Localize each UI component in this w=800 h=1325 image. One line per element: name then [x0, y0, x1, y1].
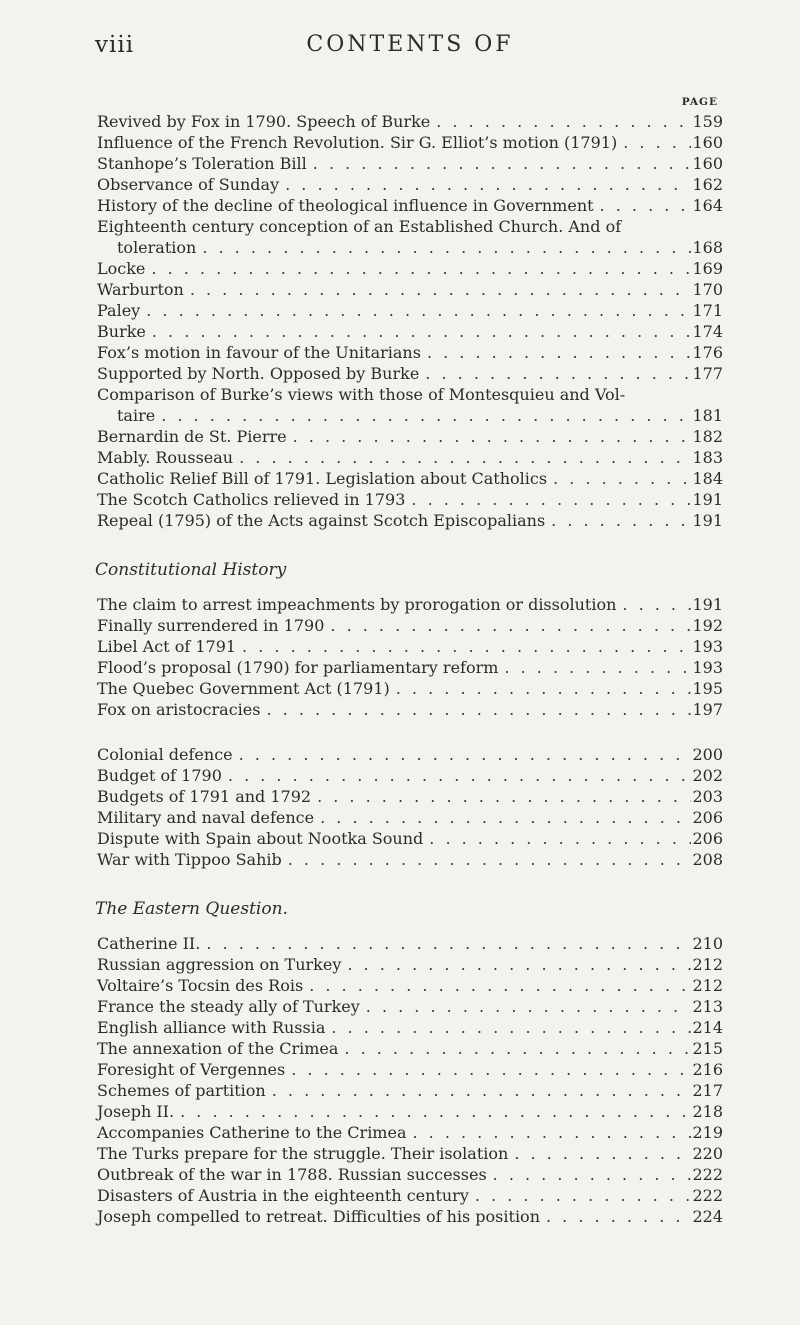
toc-entry-title: Military and naval defence	[97, 808, 315, 827]
toc-entry-page: 191	[692, 511, 723, 530]
toc-entry-page: 193	[692, 658, 723, 677]
toc-entry	[97, 744, 723, 765]
toc-entry	[97, 279, 723, 300]
dot-leader	[338, 1038, 691, 1059]
toc-entry	[97, 954, 723, 975]
dot-leader	[279, 174, 691, 195]
toc-entry-page: 222	[692, 1186, 723, 1205]
running-title: CONTENTS OF	[306, 32, 514, 57]
toc-entry-page: 222	[692, 1165, 723, 1184]
toc-entry-page: 159	[692, 112, 723, 131]
toc-entry-title: Warburton	[97, 280, 184, 299]
toc-entry	[97, 786, 723, 807]
toc-entry	[97, 765, 723, 786]
toc-entry	[97, 1143, 723, 1164]
toc-entry	[97, 1185, 723, 1206]
dot-leader	[146, 321, 691, 342]
toc-entry-page: 220	[692, 1144, 723, 1163]
entries-group-constitutional	[97, 594, 723, 720]
toc-entry-title: Catholic Relief Bill of 1791. Legislation about Catholics	[97, 469, 548, 488]
toc-entry	[97, 132, 723, 153]
toc-entry-page: 171	[692, 301, 723, 320]
toc-entry-page: 202	[692, 766, 723, 785]
toc-entry-page: 169	[692, 259, 723, 278]
section-gap	[97, 870, 723, 898]
section-gap	[97, 531, 723, 559]
toc-entry-title: Finally surrendered in 1790	[97, 616, 325, 635]
toc-entry-title: Catherine II.	[97, 934, 201, 953]
dot-leader	[282, 849, 691, 870]
dot-leader	[222, 765, 691, 786]
toc-entry-title: toleration	[117, 238, 197, 257]
toc-entry-page: 168	[692, 238, 723, 257]
dot-leader	[487, 1164, 691, 1185]
toc-entry-page: 197	[692, 700, 723, 719]
toc-entry-title: The Turks prepare for the struggle. Their isolation	[97, 1144, 509, 1163]
toc-entry-page: 212	[692, 955, 723, 974]
toc-entry-page: 184	[692, 469, 723, 488]
toc-entry	[97, 996, 723, 1017]
dot-leader	[430, 111, 691, 132]
toc-entry	[97, 363, 723, 384]
toc-entry-title: Locke	[97, 259, 146, 278]
dot-leader	[547, 468, 691, 489]
toc-entry-title: History of the decline of theological influence in Government	[97, 196, 594, 215]
toc-entry-title: Voltaire’s Tocsin des Rois	[97, 976, 304, 995]
toc-entry	[97, 153, 723, 174]
toc-entry-title: Supported by North. Opposed by Burke	[97, 364, 420, 383]
toc-entry	[97, 195, 723, 216]
toc-entry	[97, 468, 723, 489]
toc-entry	[97, 933, 723, 954]
toc-entry-page: 215	[692, 1039, 723, 1058]
toc-entry	[97, 657, 723, 678]
dot-leader	[540, 1206, 691, 1227]
toc-entry	[97, 1164, 723, 1185]
dot-leader	[140, 300, 691, 321]
toc-entry-title: taire	[117, 406, 156, 425]
toc-entry-title: Repeal (1795) of the Acts against Scotch Episcopalians	[97, 511, 546, 530]
toc-entry	[97, 975, 723, 996]
toc-entry-title: Comparison of Burke’s views with those of Montesquieu and Vol-	[97, 385, 626, 404]
toc-entry	[97, 321, 723, 342]
dot-leader	[184, 279, 691, 300]
toc-entry-page: 208	[692, 850, 723, 869]
toc-entry	[97, 489, 723, 510]
toc-entry-page: 206	[692, 829, 723, 848]
dot-leader	[145, 258, 691, 279]
dot-leader	[405, 489, 691, 510]
toc-entry-title: The annexation of the Crimea	[97, 1039, 339, 1058]
toc-entry	[97, 1122, 723, 1143]
toc-entry-page: 195	[692, 679, 723, 698]
toc-entry-page: 177	[692, 364, 723, 383]
dot-leader	[545, 510, 691, 531]
section-gap	[97, 720, 723, 744]
toc-entry-page: 193	[692, 637, 723, 656]
dot-leader	[303, 975, 691, 996]
toc-entry-title: Fox on aristocracies	[97, 700, 261, 719]
toc-entry-page: 164	[692, 196, 723, 215]
dot-leader	[594, 195, 691, 216]
dot-leader	[287, 426, 691, 447]
toc-entry-title: Colonial defence	[97, 745, 233, 764]
toc-entry	[97, 405, 723, 426]
dot-leader	[421, 342, 691, 363]
toc-entry-title: Joseph II.	[97, 1102, 175, 1121]
toc-entry-page: 174	[692, 322, 723, 341]
toc-entry-page: 206	[692, 808, 723, 827]
toc-entry-page: 176	[692, 343, 723, 362]
toc-entry-page: 214	[692, 1018, 723, 1037]
toc-entry-title: Budget of 1790	[97, 766, 222, 785]
toc-entry	[97, 1059, 723, 1080]
toc-entry-page: 217	[692, 1081, 723, 1100]
toc-entry-title: Schemes of partition	[97, 1081, 266, 1100]
toc-entry-page: 181	[692, 406, 723, 425]
toc-entry-title: War with Tippoo Sahib	[97, 850, 282, 869]
toc-entry	[97, 426, 723, 447]
toc-entry-title: Russian aggression on Turkey	[97, 955, 342, 974]
toc-entry	[97, 1080, 723, 1101]
toc-entry-title: Influence of the French Revolution. Sir G. Elliot’s motion (1791)	[97, 133, 618, 152]
toc-entry-title: Foresight of Vergennes	[97, 1060, 286, 1079]
toc-entry-title: The Scotch Catholics relieved in 1793	[97, 490, 406, 509]
dot-leader	[390, 678, 691, 699]
dot-leader	[406, 1122, 691, 1143]
page-folio: viii	[95, 32, 135, 58]
toc-entry-title: Mably. Rousseau	[97, 448, 234, 467]
toc-entry-title: France the steady ally of Turkey	[97, 997, 360, 1016]
toc-entry	[97, 807, 723, 828]
toc-entry	[97, 216, 723, 237]
toc-entry	[97, 849, 723, 870]
toc-entry	[97, 510, 723, 531]
toc-entry-title: Accompanies Catherine to the Crimea	[97, 1123, 407, 1142]
dot-leader	[616, 594, 691, 615]
toc-entry-title: Outbreak of the war in 1788. Russian successes	[97, 1165, 487, 1184]
toc-entry	[97, 1017, 723, 1038]
toc-entry	[97, 636, 723, 657]
toc-entry-title: Disasters of Austria in the eighteenth century	[97, 1186, 469, 1205]
toc-entry	[97, 1038, 723, 1059]
toc-entry	[97, 342, 723, 363]
entries-group-a	[97, 111, 723, 531]
toc-entry-title: Bernardin de St. Pierre	[97, 427, 287, 446]
dot-leader	[233, 447, 691, 468]
dot-leader	[314, 807, 691, 828]
entries-group-b	[97, 744, 723, 870]
toc-entry-title: Flood’s proposal (1790) for parliamentary reform	[97, 658, 499, 677]
dot-leader	[174, 1101, 691, 1122]
toc-entry-page: 200	[692, 745, 723, 764]
toc-entry	[97, 1206, 723, 1227]
toc-entry-page: 160	[692, 154, 723, 173]
dot-leader	[155, 405, 691, 426]
toc-entry-page: 219	[692, 1123, 723, 1142]
toc-entry-title: Revived by Fox in 1790. Speech of Burke	[97, 112, 431, 131]
toc-entry-title: Budgets of 1791 and 1792	[97, 787, 312, 806]
toc-entry	[97, 237, 723, 258]
toc-entry	[97, 300, 723, 321]
dot-leader	[498, 657, 691, 678]
toc-entry	[97, 258, 723, 279]
toc-entry-title: Eighteenth century conception of an Established Church. And of	[97, 217, 622, 236]
toc-entry-page: 218	[692, 1102, 723, 1121]
toc-entry-page: 183	[692, 448, 723, 467]
dot-leader	[233, 744, 691, 765]
page-header	[95, 32, 725, 66]
toc-entry-title: Dispute with Spain about Nootka Sound	[97, 829, 424, 848]
toc-entry-title: Burke	[97, 322, 146, 341]
toc-entry-title: The claim to arrest impeachments by prorogation or dissolution	[97, 595, 617, 614]
dot-leader	[325, 1017, 691, 1038]
dot-leader	[236, 636, 691, 657]
dot-leader	[260, 699, 691, 720]
toc-entry	[97, 1101, 723, 1122]
toc-entry-page: 213	[692, 997, 723, 1016]
dot-leader	[508, 1143, 691, 1164]
toc-entry-page: 203	[692, 787, 723, 806]
dot-leader	[617, 132, 691, 153]
toc-entry-page: 210	[692, 934, 723, 953]
toc-entry	[97, 615, 723, 636]
entries-group-eastern	[97, 933, 723, 1227]
dot-leader	[200, 933, 691, 954]
section-heading-eastern: The Eastern Question.	[95, 899, 288, 919]
toc-entry-page: 224	[692, 1207, 723, 1226]
toc-entry-page: 191	[692, 595, 723, 614]
toc-entry-title: The Quebec Government Act (1791)	[97, 679, 390, 698]
toc-entry	[97, 594, 723, 615]
toc-entry	[97, 384, 723, 405]
page-column-label: PAGE	[681, 96, 718, 108]
toc-entry-title: Stanhope’s Toleration Bill	[97, 154, 307, 173]
toc-entry-title: Joseph compelled to retreat. Difficulties of his position	[97, 1207, 540, 1226]
dot-leader	[285, 1059, 691, 1080]
dot-leader	[419, 363, 691, 384]
toc-entry-page: 170	[692, 280, 723, 299]
dot-leader	[266, 1080, 691, 1101]
toc-entry-page: 212	[692, 976, 723, 995]
section-heading-constitutional: Constitutional History	[95, 560, 287, 580]
toc-entry-title: Paley	[97, 301, 141, 320]
toc-entry	[97, 699, 723, 720]
toc-entry	[97, 447, 723, 468]
toc-entry-page: 191	[692, 490, 723, 509]
toc-entry	[97, 174, 723, 195]
dot-leader	[423, 828, 691, 849]
toc-entry-title: Libel Act of 1791	[97, 637, 237, 656]
dot-leader	[311, 786, 691, 807]
dot-leader	[196, 237, 691, 258]
toc-entry-page: 160	[692, 133, 723, 152]
toc-entry-page: 162	[692, 175, 723, 194]
dot-leader	[360, 996, 691, 1017]
dot-leader	[341, 954, 691, 975]
toc-entry-page: 216	[692, 1060, 723, 1079]
toc-entry	[97, 678, 723, 699]
table-of-contents	[97, 111, 723, 1227]
dot-leader	[307, 153, 691, 174]
dot-leader	[469, 1185, 691, 1206]
toc-entry-page: 182	[692, 427, 723, 446]
toc-entry-title: Fox’s motion in favour of the Unitarians	[97, 343, 421, 362]
toc-entry-title: Observance of Sunday	[97, 175, 280, 194]
dot-leader	[324, 615, 691, 636]
toc-entry	[97, 111, 723, 132]
toc-entry	[97, 828, 723, 849]
toc-entry-page: 192	[692, 616, 723, 635]
toc-entry-title: English alliance with Russia	[97, 1018, 326, 1037]
